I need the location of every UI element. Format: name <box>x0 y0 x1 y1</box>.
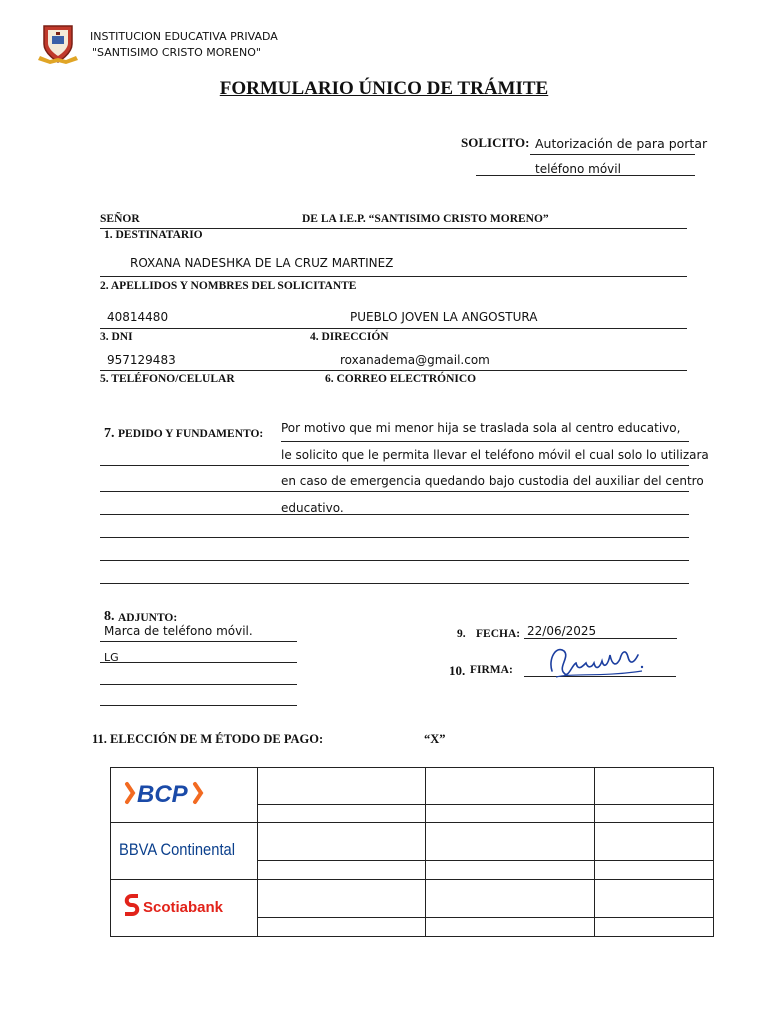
pedido-num: 7. <box>104 426 115 441</box>
destinatario-label: 1. DESTINATARIO <box>104 229 203 241</box>
adjunto-rule-4 <box>100 705 297 706</box>
bank-name-scotiabank: Scotiabank <box>143 898 224 916</box>
adjunto-line1: Marca de teléfono móvil. <box>104 624 253 638</box>
pedido-label: PEDIDO Y FUNDAMENTO: <box>118 428 264 440</box>
pay-cell[interactable] <box>257 768 425 805</box>
pay-cell[interactable] <box>425 861 595 880</box>
senor-label: SEÑOR <box>100 213 140 225</box>
pedido-rule-6 <box>100 560 689 561</box>
pay-cell[interactable] <box>257 880 425 918</box>
school-name-line1: INSTITUCION EDUCATIVA PRIVADA <box>90 30 278 43</box>
correo-value: roxanadema@gmail.com <box>340 353 490 367</box>
pedido-rule-2 <box>100 465 689 466</box>
pedido-rule-1 <box>281 441 689 442</box>
telefono-line <box>100 370 687 371</box>
adjunto-rule-2 <box>100 662 297 663</box>
pay-cell[interactable] <box>595 918 714 937</box>
pay-cell[interactable] <box>595 805 714 823</box>
pay-cell[interactable] <box>595 823 714 861</box>
bank-logo-bbva <box>111 823 258 880</box>
direccion-value: PUEBLO JOVEN LA ANGOSTURA <box>350 310 538 324</box>
solicito-label: SOLICITO: <box>461 135 530 150</box>
bank-logo-bcp <box>111 768 258 823</box>
direccion-label: 4. DIRECCIÓN <box>310 331 389 343</box>
pay-cell[interactable] <box>257 918 425 937</box>
pedido-line-2: le solicito que le permita llevar el teléfono móvil el cual solo lo utilizara <box>281 448 709 462</box>
pay-cell[interactable] <box>595 880 714 918</box>
fecha-value: 22/06/2025 <box>527 624 597 638</box>
pedido-rule-5 <box>100 537 689 538</box>
pay-cell[interactable] <box>425 805 595 823</box>
adjunto-num: 8. <box>104 609 115 624</box>
telefono-value: 957129483 <box>107 353 176 367</box>
adjunto-line2: LG <box>104 651 119 664</box>
pay-cell[interactable] <box>425 768 595 805</box>
adjunto-rule-1 <box>100 641 297 642</box>
solicitante-name: ROXANA NADESHKA DE LA CRUZ MARTINEZ <box>130 256 394 270</box>
fecha-label: FECHA: <box>476 628 521 640</box>
pedido-rule-4 <box>100 514 689 515</box>
pay-cell[interactable] <box>425 880 595 918</box>
bank-name-bcp: BCP <box>137 780 188 808</box>
dni-label: 3. DNI <box>100 331 133 343</box>
pay-cell[interactable] <box>257 805 425 823</box>
solicito-line1: Autorización de para portar <box>535 136 708 151</box>
bank-logo-scotiabank <box>111 880 258 937</box>
pedido-line-1: Por motivo que mi menor hija se traslada sola al centro educativo, <box>281 421 681 435</box>
firma-num: 10. <box>449 663 466 678</box>
pay-cell[interactable] <box>257 861 425 880</box>
solicitante-label: 2. APELLIDOS Y NOMBRES DEL SOLICITANTE <box>100 280 357 292</box>
school-name-line2: "SANTISIMO CRISTO MORENO" <box>92 46 261 59</box>
pedido-line-4: educativo. <box>281 501 344 515</box>
pedido-rule-7 <box>100 583 689 584</box>
pay-cell[interactable] <box>425 823 595 861</box>
fecha-num: 9. <box>457 628 466 640</box>
pago-mark: “X” <box>424 732 446 746</box>
payment-table <box>110 767 714 937</box>
firma-label: FIRMA: <box>470 664 513 676</box>
pay-cell[interactable] <box>257 823 425 861</box>
dni-value: 40814480 <box>107 310 169 324</box>
dni-line <box>100 328 687 329</box>
solicito-underline2 <box>476 175 695 176</box>
adjunto-rule-3 <box>100 684 297 685</box>
form-title: FORMULARIO ÚNICO DE TRÁMITE <box>219 78 549 99</box>
school-crest-icon <box>36 22 80 66</box>
signature-icon <box>542 637 652 685</box>
pedido-rule-3 <box>100 491 689 492</box>
pay-cell[interactable] <box>595 768 714 805</box>
solicito-line2: teléfono móvil <box>535 162 621 176</box>
correo-label: 6. CORREO ELECTRÓNICO <box>325 373 477 385</box>
adjunto-label: ADJUNTO: <box>118 612 178 624</box>
solicito-underline1 <box>530 154 695 155</box>
pago-label: 11. ELECCIÓN DE M ÉTODO DE PAGO: <box>92 732 324 746</box>
pedido-line-3: en caso de emergencia quedando bajo custodia del auxiliar del centro <box>281 474 704 488</box>
pay-cell[interactable] <box>595 861 714 880</box>
solicitante-line <box>100 276 687 277</box>
pay-cell[interactable] <box>425 918 595 937</box>
iep-label: DE LA I.E.P. “SANTISIMO CRISTO MORENO” <box>302 213 549 225</box>
telefono-label: 5. TELÉFONO/CELULAR <box>100 373 235 385</box>
bank-name-bbva: BBVA Continental <box>119 839 235 859</box>
